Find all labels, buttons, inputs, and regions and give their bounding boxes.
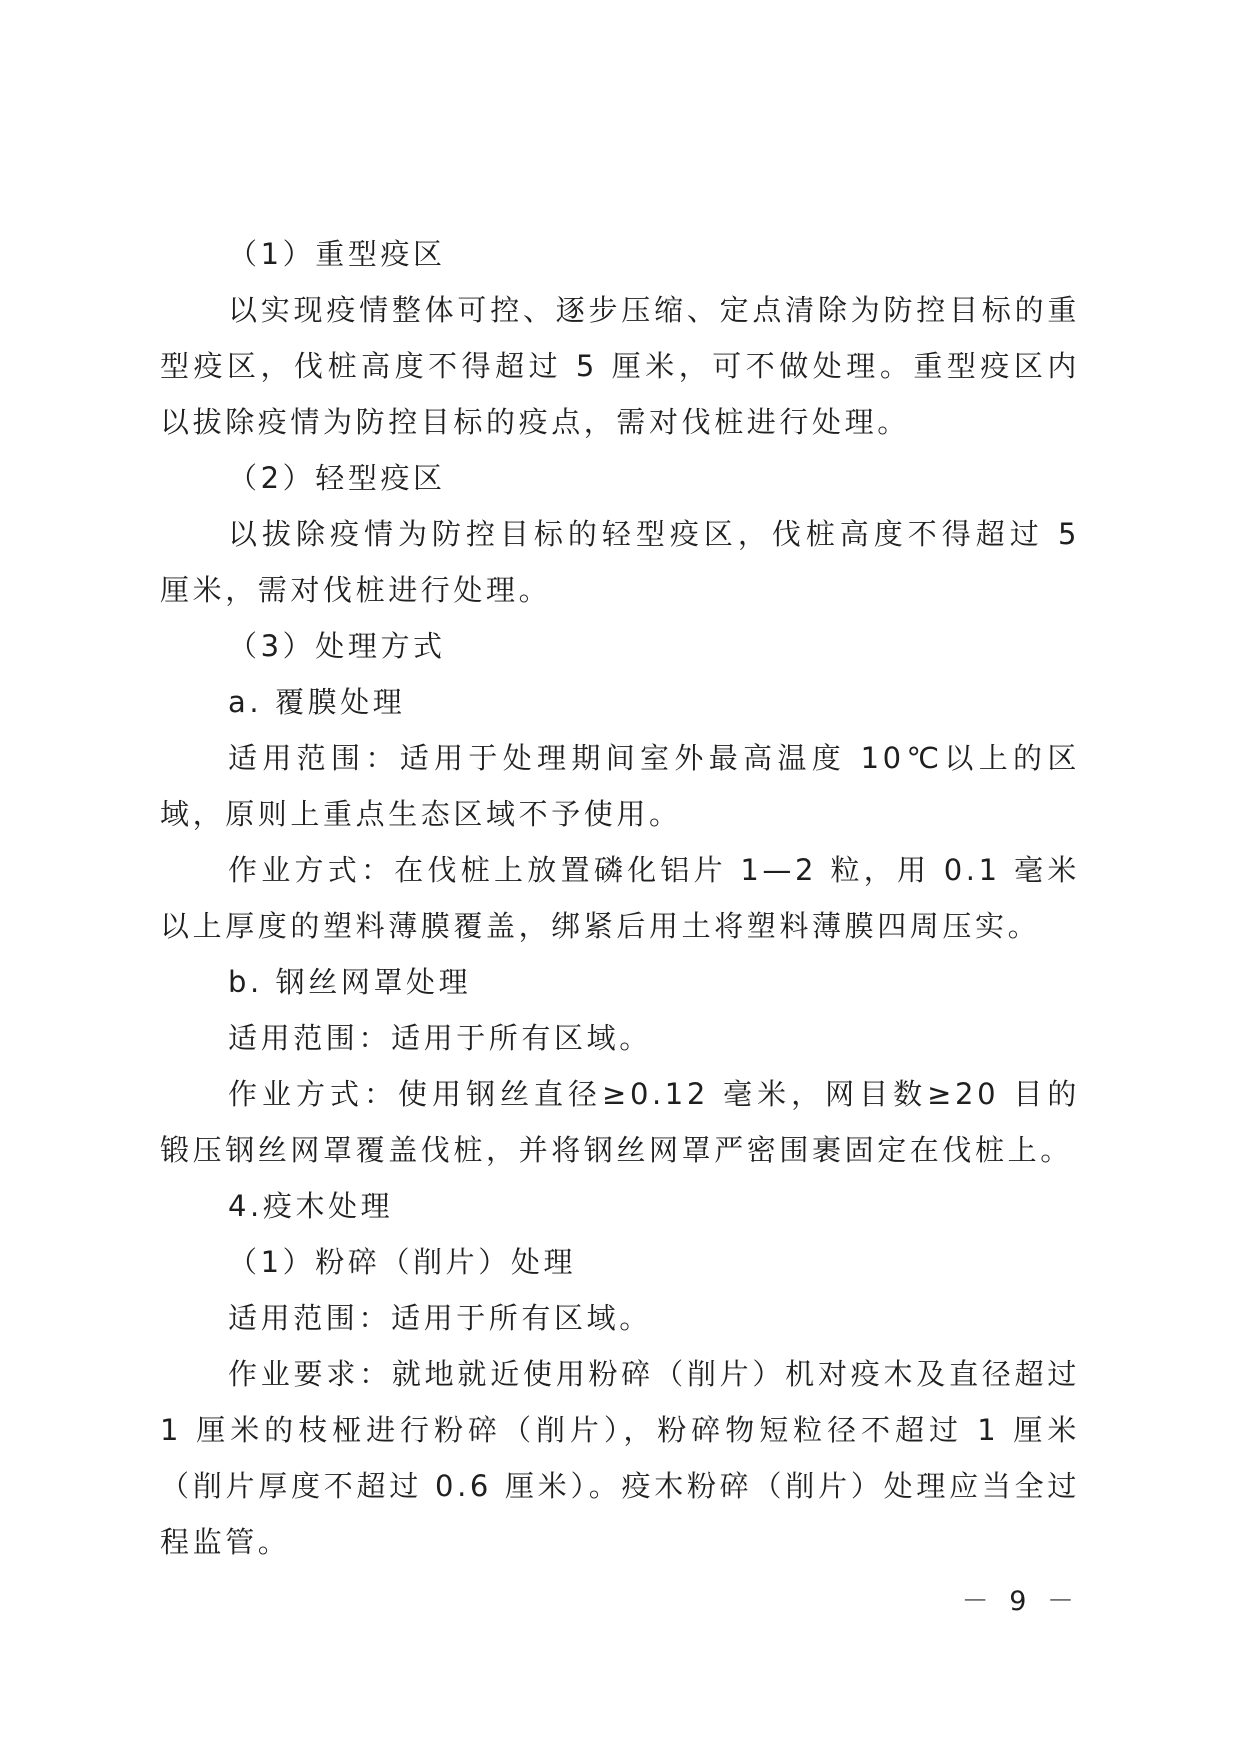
- paragraph-film-scope: 适用范围：适用于处理期间室外最高温度 10℃以上的区域，原则上重点生态区域不予使用。: [160, 741, 1080, 831]
- paragraph-wire-operation: 作业方式：使用钢丝直径≥0.12 毫米，网目数≥20 目的锻压钢丝网罩覆盖伐桩，并将钢丝网罩严密围裹固定在伐桩上。: [160, 1077, 1080, 1167]
- heading-film-covering: a. 覆膜处理: [228, 685, 406, 719]
- heading-crushing: （1）粉碎（削片）处理: [228, 1245, 577, 1279]
- paragraph-wire-scope: 适用范围：适用于所有区域。: [228, 1021, 652, 1055]
- page-number: － 9 －: [961, 1586, 1080, 1617]
- heading-light-zone: （2）轻型疫区: [228, 461, 446, 495]
- heading-infected-wood: 4.疫木处理: [228, 1189, 394, 1223]
- paragraph-severe-zone: 以实现疫情整体可控、逐步压缩、定点清除为防控目标的重型疫区，伐桩高度不得超过 5 厘米，可不做处理。重型疫区内以拔除疫情为防控目标的疫点，需对伐桩进行处理。: [160, 293, 1080, 439]
- heading-severe-zone: （1）重型疫区: [228, 237, 446, 271]
- heading-treatment-methods: （3）处理方式: [228, 629, 446, 663]
- document-body: [160, 226, 1080, 1570]
- paragraph-light-zone: 以拔除疫情为防控目标的轻型疫区，伐桩高度不得超过 5 厘米，需对伐桩进行处理。: [160, 517, 1080, 607]
- heading-wire-mesh: b. 钢丝网罩处理: [228, 965, 472, 999]
- paragraph-film-operation: 作业方式：在伐桩上放置磷化铝片 1—2 粒，用 0.1 毫米以上厚度的塑料薄膜覆盖，绑紧后用土将塑料薄膜四周压实。: [160, 853, 1080, 943]
- paragraph-crushing-requirements: 作业要求：就地就近使用粉碎（削片）机对疫木及直径超过 1 厘米的枝桠进行粉碎（削片），粉碎物短粒径不超过 1 厘米（削片厚度不超过 0.6 厘米）。疫木粉碎（削片）处理应当全过程监管。: [160, 1357, 1080, 1559]
- paragraph-crushing-scope: 适用范围：适用于所有区域。: [228, 1301, 652, 1335]
